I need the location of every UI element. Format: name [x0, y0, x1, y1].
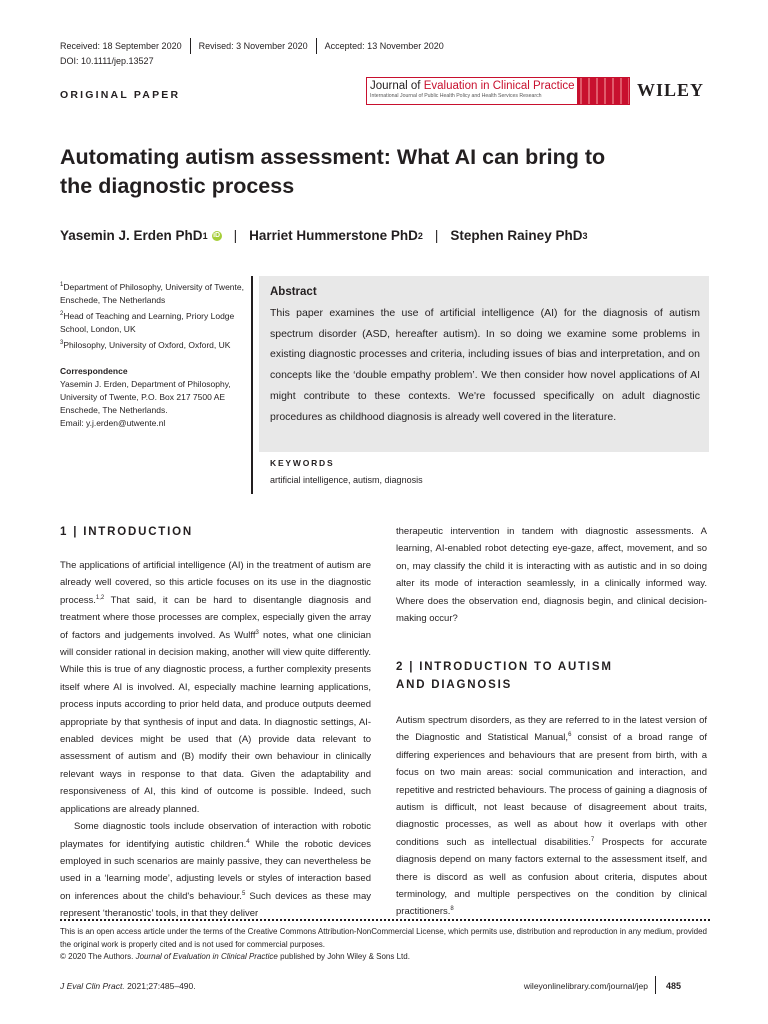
citation-ref[interactable]: 8: [450, 906, 454, 913]
journal-logo-name: Evaluation in Clinical Practice: [423, 80, 575, 92]
correspondence: [60, 365, 245, 430]
license-text: This is an open access article under the terms of the Creative Commons Attribution-NonCommercial License, which permits use, distribution and reproduction in any medium, provided the original work is properly cited and is not used for commercial purposes.: [60, 927, 707, 949]
author-affil-sup: 3: [582, 230, 588, 241]
footer-divider: [60, 919, 710, 921]
text-run: notes, what one clinician will consider rational in decision making, another will view quite differently. While this is true of any diagnostic process, a further complexity presents itself where AI is involved. AI, especially machine learning applications, process inputs according to prior held data, and produce outputs deemed appropriate by that synthesis of input and data. In diagnostic settings, AI-enabled devices might be used that (A) provide data relevant to assessment of autism and (B) modify their own behaviour in clinically relevant ways in response to that data. Given the adaptability and responsiveness of AI, this kind of outcome is possible. Indeed, such applications are already planned.: [60, 629, 371, 815]
citation-details: 2021;27:485–490.: [124, 981, 196, 991]
text-run: The applications of artificial intelligence (AI) in the treatment of autism are already well covered, so this article focuses on its use in the diagnostic process.: [60, 560, 371, 606]
author-separator: |: [233, 228, 238, 243]
text-run: © 2020 The Authors.: [60, 952, 136, 961]
footer-separator: [655, 976, 656, 994]
paragraph: therapeutic intervention in tandem with diagnostic assessments. A learning, AI-enabled robot detecting eye-gaze, affect, movement, and so on, may classify the child it is interacting with as autistic and in so doing alter its mode of interaction seamlessly, in a clinically informed way. Where does the observation end, diagnosis begin, and clinical decision-making occur?: [396, 526, 707, 625]
article-title: Automating autism assessment: What AI can bring to the diagnostic process: [60, 145, 606, 198]
right-column-top: [396, 523, 707, 627]
copyright-line: [60, 951, 710, 964]
section-2-heading: [396, 658, 613, 694]
journal-name: Journal of Evaluation in Clinical Practice: [135, 952, 278, 961]
citation-journal: J Eval Clin Pract.: [60, 981, 125, 991]
paragraph: [60, 557, 371, 818]
text-run: Prospects for accurate diagnosis depend on many factors external to the assessment itself, and there is discord as well as confusion about criteria, disputes about terminology, and multiple perspectives on the condition by clinical practitioners.: [396, 836, 707, 918]
affil-sup: 2: [60, 311, 64, 317]
citation-ref[interactable]: 4: [246, 838, 250, 845]
author-name[interactable]: Stephen Rainey PhD: [450, 228, 583, 243]
section-1-heading: 1 | INTRODUCTION: [60, 526, 193, 538]
paragraph: [60, 818, 371, 922]
revised-date: Revised: 3 November 2020: [198, 41, 308, 51]
text-run: Such devices as these may represent ‘theranostic’ tools, in that they deliver: [60, 890, 371, 920]
affil-text: Head of Teaching and Learning, Priory Lodge School, London, UK: [60, 310, 235, 334]
author-list: [60, 228, 587, 243]
article-dates: [60, 38, 452, 54]
affiliation-2: [60, 308, 245, 336]
license-notice: [60, 926, 710, 964]
page-number: 485: [666, 981, 682, 991]
text-run: That said, it can be hard to disentangle diagnosis and treatment where those processes are complex, especially given the array of factors and judgements involved. As Wulff: [60, 594, 371, 641]
affil-text: Philosophy, University of Oxford, Oxford, UK: [63, 339, 231, 350]
correspondence-email[interactable]: Email: y.j.erden@utwente.nl: [60, 418, 166, 428]
journal-logo: [366, 77, 630, 105]
abstract-rule: [251, 276, 253, 494]
affiliation-3: [60, 337, 245, 352]
citation-ref[interactable]: 6: [568, 732, 572, 739]
text-run: Autism spectrum disorders, as they are referred to in the latest version of the Diagnostic and Statistical Manual,: [396, 715, 707, 744]
text-run: consist of a broad range of differing experiences and behaviours that are present from birth, with a focus on two main areas: social communication and interaction, and repetitive and restricted behaviours. The process of gaining a diagnosis of autism is difficult, not least because of disagreement about traits, diagnostic processes, as well as about how it overlaps with other conditions such as intellectual disabilities.: [396, 732, 707, 848]
journal-logo-prefix: Journal of: [370, 80, 424, 92]
author-affil-sup: 2: [417, 230, 423, 241]
text-run: published by John Wiley & Sons Ltd.: [277, 952, 410, 961]
right-column-bottom: [396, 712, 707, 921]
affil-text: Department of Philosophy, University of Twente, Enschede, The Netherlands: [60, 281, 244, 305]
citation-ref[interactable]: 3: [255, 629, 259, 636]
abstract-text: This paper examines the use of artificial intelligence (AI) for the diagnosis of autism spectrum disorder (ASD, hereafter autism). In so doing we examine some problems in existing diagnostic processes and criteria, including issues of bias and interpretation, and on concepts like the ‘double empathy problem’. We then consider how novel applications of AI might contribute to these contexts. We're focussed specifically on adult diagnostic procedures as childhood diagnosis is already well covered in the literature.: [270, 307, 700, 423]
author-affil-sup: 1: [202, 230, 208, 241]
section-2-heading-line: AND DIAGNOSIS: [396, 679, 513, 691]
doi[interactable]: DOI: 10.1111/jep.13527: [60, 56, 154, 66]
text-run: Some diagnostic tools include observation of interaction with robotic playmates for identifying autistic children.: [60, 821, 371, 850]
keywords-text: artificial intelligence, autism, diagnosis: [270, 475, 423, 485]
orcid-icon[interactable]: iD: [213, 231, 221, 239]
author-name[interactable]: Harriet Hummerstone PhD: [249, 228, 418, 243]
correspondence-heading: Correspondence: [60, 366, 128, 376]
paragraph: [396, 712, 707, 921]
journal-website[interactable]: wileyonlinelibrary.com/journal/jep: [523, 981, 648, 991]
keywords-heading: KEYWORDS: [270, 458, 335, 468]
left-column: [60, 557, 371, 923]
author-separator: |: [434, 228, 439, 243]
correspondence-address: Yasemin J. Erden, Department of Philosophy, University of Twente, P.O. Box 217 7500 AE Enschede, The Netherlands.: [60, 379, 231, 415]
section-2-heading-line: 2 | INTRODUCTION TO AUTISM: [396, 661, 613, 673]
citation-ref[interactable]: 7: [590, 836, 595, 843]
received-date: Received: 18 September 2020: [60, 41, 182, 51]
text-run: While the robotic devices employed in such scenarios are mainly passive, they can nevertheless be used in a ‘learning mode’, adjusting levels or styles of interaction based on inferences about the child's behaviour.: [60, 838, 371, 902]
journal-logo-stripe: [577, 78, 629, 104]
journal-logo-subtitle: International Journal of Public Health Policy and Health Services Research: [370, 93, 542, 99]
author-name[interactable]: Yasemin J. Erden PhD: [60, 228, 203, 243]
affil-sup: 1: [60, 282, 64, 288]
publisher-logo: WILEY: [637, 80, 705, 100]
citation-ref[interactable]: 1,2: [95, 594, 105, 601]
article-type: ORIGINAL PAPER: [60, 89, 181, 101]
citation-ref[interactable]: 5: [241, 890, 246, 897]
citation: [60, 981, 196, 991]
affiliation-1: [60, 279, 245, 307]
accepted-date: Accepted: 13 November 2020: [324, 41, 444, 51]
affil-sup: 3: [60, 340, 64, 346]
abstract-heading: Abstract: [270, 286, 317, 298]
